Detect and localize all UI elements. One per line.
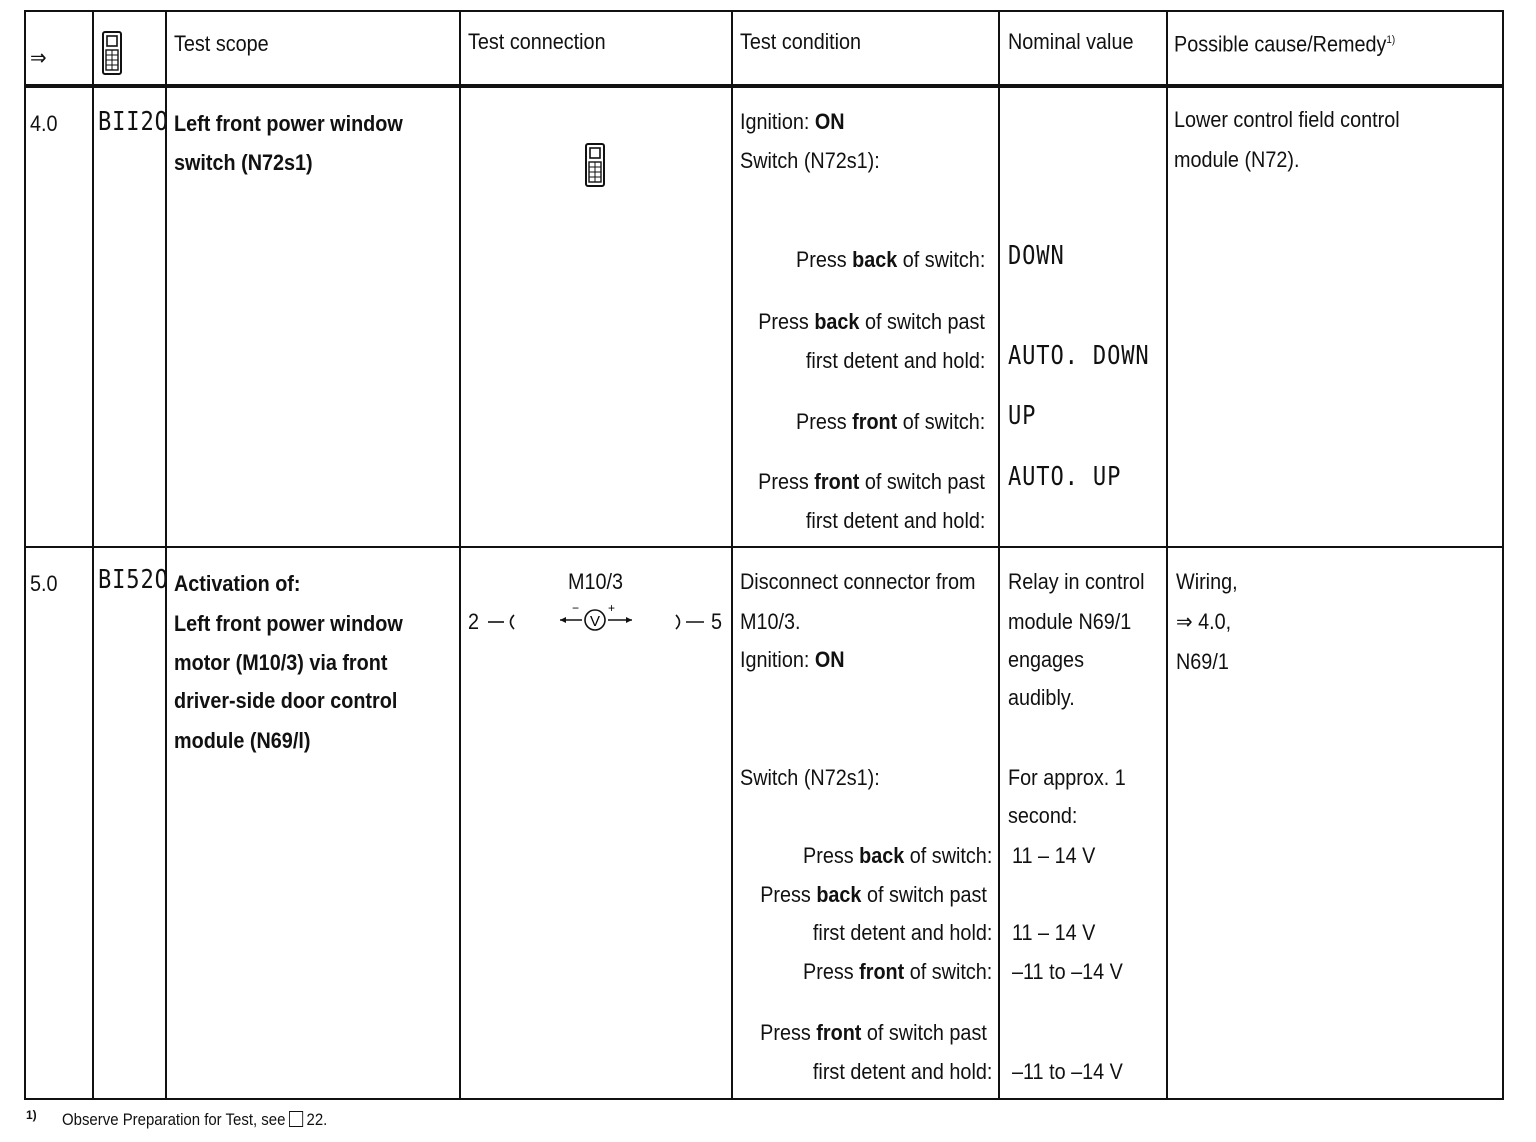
header-test-condition: Test condition	[740, 29, 862, 54]
nominal-line: second:	[1008, 803, 1078, 828]
step-number: 4.0	[30, 111, 58, 136]
nominal-line: audibly.	[1008, 685, 1075, 710]
header-possible-cause-label: Possible cause/Remedy	[1174, 31, 1387, 57]
tester-device-icon	[101, 30, 123, 76]
nominal-voltage: 11 – 14 V	[1012, 920, 1096, 945]
step-number: 5.0	[30, 571, 58, 596]
condition-line: M10/3.	[740, 609, 801, 634]
condition-bold: back	[814, 309, 860, 334]
fault-code: BI52O	[98, 565, 169, 595]
col-divider	[459, 10, 461, 1100]
remedy-line: N69/1	[1176, 649, 1229, 674]
remedy-line: ⇒ 4.0,	[1176, 609, 1232, 634]
header-divider	[24, 84, 1504, 88]
col-divider	[165, 10, 167, 1100]
condition-text: Press	[802, 843, 859, 868]
condition-text: of switch:	[903, 959, 992, 984]
condition-text: of switch past	[861, 882, 987, 907]
scope-line: module (N69/l)	[174, 728, 311, 753]
condition-text: of switch past	[859, 309, 985, 334]
voltmeter-symbol: V	[590, 613, 601, 630]
condition-text: Press	[758, 309, 815, 334]
remedy-line: Lower control field control	[1174, 107, 1400, 132]
condition-text: of switch past	[859, 469, 985, 494]
header-test-connection: Test connection	[468, 29, 606, 54]
condition-text: Ignition:	[740, 647, 815, 672]
fault-code: BII2O	[98, 107, 169, 137]
condition-line	[796, 410, 985, 434]
remedy-line: Wiring,	[1176, 569, 1238, 594]
scope-line: Left front power window	[174, 111, 403, 136]
col-divider	[92, 10, 94, 1100]
connection-label: M10/3	[568, 569, 624, 594]
condition-line	[758, 470, 985, 494]
col-divider	[998, 10, 1000, 1100]
svg-text:−: −	[572, 601, 580, 615]
nominal-line: Relay in control	[1008, 569, 1145, 594]
condition-ignition	[740, 110, 845, 134]
nominal-voltage: 11 – 14 V	[1012, 843, 1096, 868]
header-possible-cause	[1174, 28, 1395, 56]
nominal-voltage: –11 to –14 V	[1012, 959, 1123, 984]
condition-line2: first detent and hold:	[812, 920, 992, 945]
condition-text: Press	[760, 882, 817, 907]
condition-text: Press	[802, 959, 859, 984]
footnote-page: 22.	[306, 1110, 328, 1129]
footnote-text	[62, 1110, 327, 1130]
svg-text:+: +	[608, 601, 616, 615]
nominal-line: For approx. 1	[1008, 765, 1126, 790]
header-arrow: ⇒	[30, 45, 47, 70]
nominal-line: engages	[1008, 647, 1084, 672]
footnote-marker: 1)	[26, 1108, 37, 1122]
connection-right-pin: 5	[711, 609, 723, 634]
col-divider	[731, 10, 733, 1100]
condition-bold: front	[851, 409, 897, 434]
nominal-line: module N69/1	[1008, 609, 1132, 634]
col-divider	[1166, 10, 1168, 1100]
condition-text: Press	[795, 247, 852, 272]
condition-bold: ON	[814, 109, 845, 134]
condition-text: Press	[795, 409, 852, 434]
condition-text: Press	[758, 469, 815, 494]
header-test-scope: Test scope	[174, 31, 269, 56]
scope-line: Activation of:	[174, 571, 301, 596]
nominal-display-value: UP	[1008, 401, 1037, 431]
nominal-display-value: AUTO. DOWN	[1008, 341, 1150, 371]
footnote-label: Observe Preparation for Test, see	[62, 1110, 286, 1129]
condition-line2: first detent and hold:	[805, 508, 985, 533]
condition-switch: Switch (N72s1):	[740, 765, 880, 790]
condition-bold: back	[858, 843, 904, 868]
condition-line	[760, 883, 987, 907]
condition-bold: front	[858, 959, 904, 984]
condition-text: of switch past	[861, 1020, 987, 1045]
condition-line	[760, 1021, 987, 1045]
condition-bold: back	[851, 247, 897, 272]
condition-text: of switch:	[903, 843, 992, 868]
condition-ignition	[740, 648, 845, 672]
scope-line: switch (N72s1)	[174, 150, 313, 175]
page-reference-icon	[289, 1111, 303, 1127]
scope-line: motor (M10/3) via front	[174, 650, 388, 675]
condition-text: of switch:	[896, 247, 985, 272]
condition-line	[758, 310, 985, 334]
condition-bold: back	[816, 882, 862, 907]
condition-text: Ignition:	[740, 109, 815, 134]
nominal-display-value: DOWN	[1008, 241, 1065, 271]
condition-line: Disconnect connector from	[740, 569, 976, 594]
nominal-display-value: AUTO. UP	[1008, 462, 1122, 492]
footnote-ref: 1)	[1386, 34, 1396, 46]
condition-line2: first detent and hold:	[805, 348, 985, 373]
condition-text: Press	[760, 1020, 817, 1045]
scope-line: driver-side door control	[174, 688, 398, 713]
condition-line	[796, 248, 985, 272]
voltmeter-connection-diagram	[484, 600, 712, 640]
condition-switch: Switch (N72s1):	[740, 148, 880, 173]
connection-left-pin: 2	[468, 609, 480, 634]
scope-line: Left front power window	[174, 611, 403, 636]
remedy-line: module (N72).	[1174, 147, 1300, 172]
condition-bold: front	[816, 1020, 862, 1045]
condition-line	[803, 960, 992, 984]
condition-line2: first detent and hold:	[812, 1059, 992, 1084]
condition-bold: front	[814, 469, 860, 494]
header-nominal-value: Nominal value	[1008, 29, 1134, 54]
row-divider	[24, 546, 1504, 548]
tester-device-icon	[584, 142, 606, 188]
nominal-voltage: –11 to –14 V	[1012, 1059, 1123, 1084]
condition-line	[803, 844, 992, 868]
condition-bold: ON	[814, 647, 845, 672]
condition-text: of switch:	[896, 409, 985, 434]
